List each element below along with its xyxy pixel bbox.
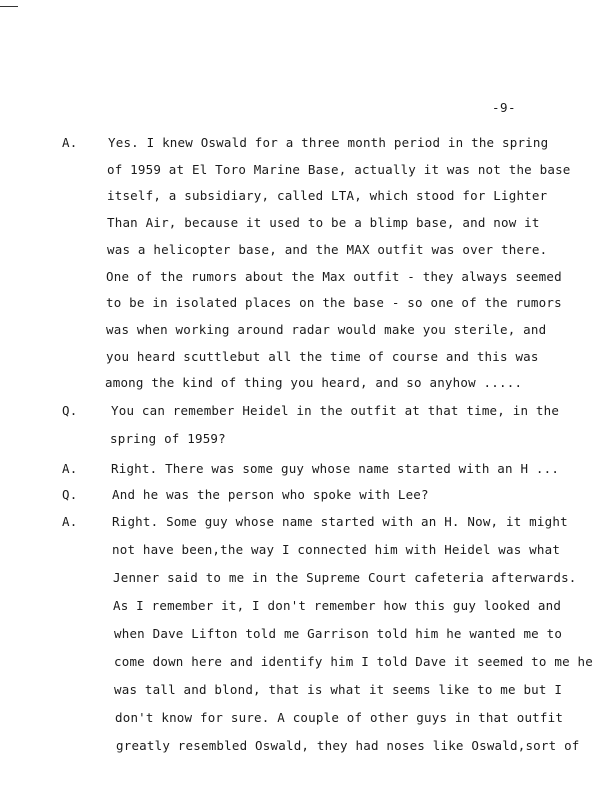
answer-line: greatly resembled Oswald, they had noses like Oswald,sort of [116, 738, 580, 753]
answer-line: Yes. I knew Oswald for a three month period in the spring [108, 135, 549, 150]
answer-line: Jenner said to me in the Supreme Court cafeteria afterwards. [113, 570, 577, 585]
answer-line: One of the rumors about the Max outfit - they always seemed [106, 268, 562, 284]
speaker-label: A. [62, 135, 78, 150]
answer-line: come down here and identify him I told Dave it seemed to me he [114, 654, 593, 669]
answer-line: itself, a subsidiary, called LTA, which stood for Lighter [107, 188, 548, 204]
answer-line: Than Air, because it used to be a blimp base, and now it [107, 215, 540, 231]
answer-line: was when working around radar would make you sterile, and [106, 321, 547, 337]
speaker-label: A. [62, 514, 78, 529]
answer-line: Right. Some guy whose name started with an H. Now, it might [112, 514, 568, 529]
answer-line: to be in isolated places on the base - so one of the rumors [106, 295, 562, 311]
answer-line: when Dave Lifton told me Garrison told him he wanted me to [114, 626, 563, 641]
answer-line: not have been,the way I connected him with Heidel was what [112, 542, 561, 557]
answer-line: of 1959 at El Toro Marine Base, actually it was not the base [107, 161, 571, 177]
answer-line: was tall and blond, that is what it seems like to me but I [114, 682, 563, 697]
question-line: You can remember Heidel in the outfit at that time, in the [111, 403, 560, 418]
speaker-label: A. [62, 461, 78, 476]
answer-line: don't know for sure. A couple of other guys in that outfit [115, 710, 564, 725]
answer-line: among the kind of thing you heard, and so anyhow ..... [105, 375, 523, 391]
answer-line: was a helicopter base, and the MAX outfit was over there. [107, 241, 548, 257]
speaker-label: Q. [62, 403, 78, 418]
page-number: -9- [492, 100, 517, 115]
answer-line: Right. There was some guy whose name started with an H ... [111, 461, 560, 476]
answer-line: As I remember it, I don't remember how this guy looked and [113, 598, 562, 613]
question-line: spring of 1959? [110, 431, 226, 446]
question-line: And he was the person who spoke with Lee? [112, 487, 429, 502]
corner-mark [0, 6, 18, 7]
answer-line: you heard scuttlebut all the time of course and this was [106, 348, 539, 364]
speaker-label: Q. [62, 487, 78, 502]
